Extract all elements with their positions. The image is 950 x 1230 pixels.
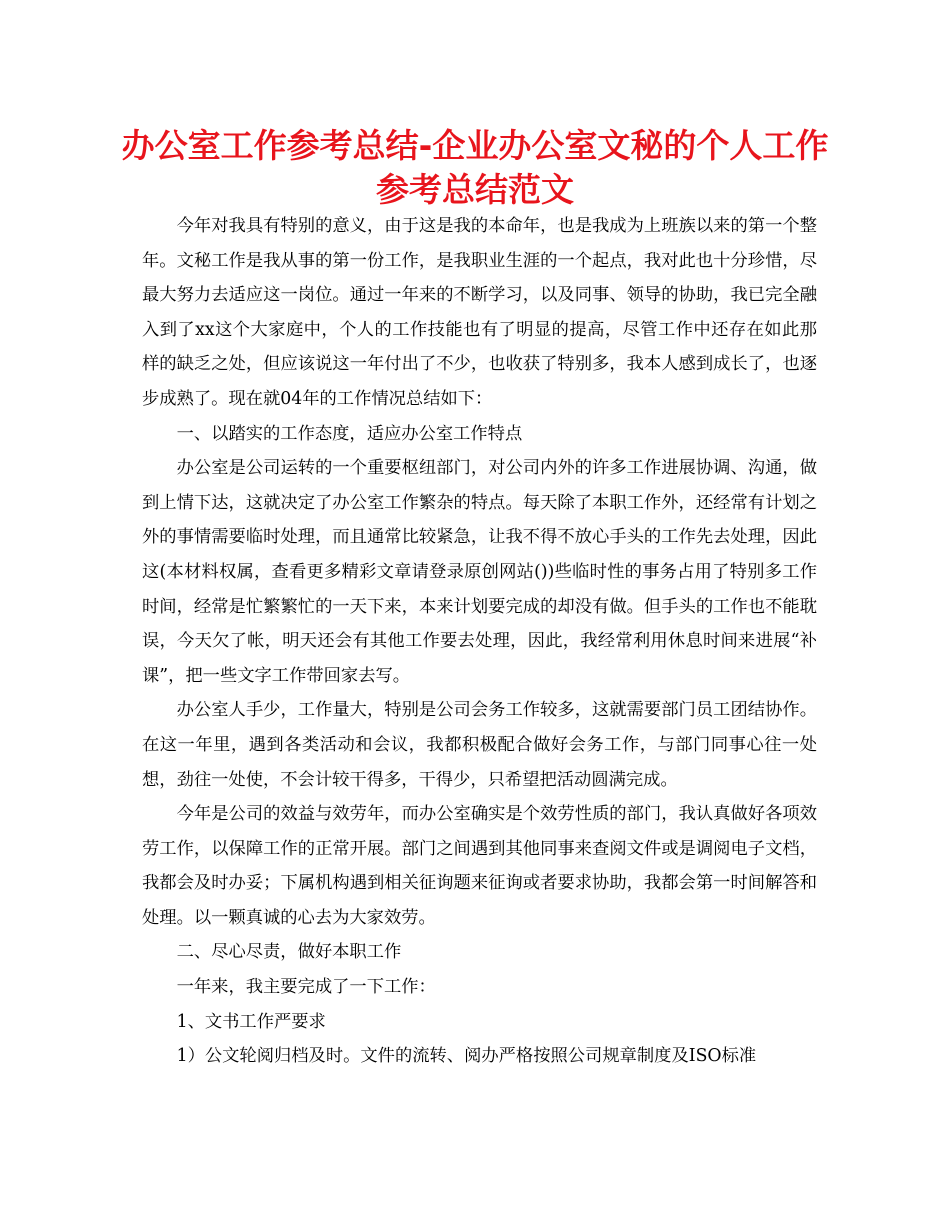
section-heading-2: 二、尽心尽责，做好本职工作 (176, 942, 402, 963)
section-heading-1: 一、以踏实的工作态度，适应办公室工作特点 (176, 423, 523, 444)
body-paragraph: 办公室是公司运转的一个重要枢纽部门，对公司内外的许多工作进展协调、沟通，做到上情下达，这就决定了办公室工作繁杂的特点。每天除了本职工作外，还经常有计划之外的事情需要临时处理，而且通常比较紧急，让我不得不放心手头的工作先去处理，因此这(本材料权属，查看更多精彩文章请登录原创网站())些临时性的事务占用了特别多工作时间，经常是忙繁繁忙的一天下来，本来计划要完成的却没有做。但手头的工作也不能耽误，今天欠了帐，明天还会有其他工作要去处理，因此，我经常利用休息时间来进展“补课”，把一些文字工作带回家去写。 (142, 458, 817, 686)
subsection-heading: 1、文书工作严要求 (176, 1011, 326, 1032)
list-item-paragraph: 1）公文轮阅归档及时。文件的流转、阅办严格按照公司规章制度及ISO标准 (176, 1046, 757, 1067)
document-body (142, 209, 817, 1074)
intro-paragraph: 今年对我具有特别的意义，由于这是我的本命年，也是我成为上班族以来的第一个整年。文秘工作是我从事的第一份工作，是我职业生涯的一个起点，我对此也十分珍惜，尽最大努力去适应这一岗位。通过一年来的不断学习，以及同事、领导的协助，我已完全融入到了xx这个大家庭中，个人的工作技能也有了明显的提高，尽管工作中还存在如此那样的缺乏之处，但应该说这一年付出了不少，也收获了特别多，我本人感到成长了，也逐步成熟了。现在就04年的工作情况总结如下： (142, 216, 817, 409)
body-paragraph: 今年是公司的效益与效劳年，而办公室确实是个效劳性质的部门，我认真做好各项效劳工作，以保障工作的正常开展。部门之间遇到其他同事来查阅文件或是调阅电子文档，我都会及时办妥；下属机构遇到相关征询题来征询或者要求协助，我都会第一时间解答和处理。以一颗真诚的心去为大家效劳。 (142, 804, 817, 928)
body-paragraph: 办公室人手少，工作量大，特别是公司会务工作较多，这就需要部门员工团结协作。在这一年里，遇到各类活动和会议，我都积极配合做好会务工作，与部门同事心往一处想，劲往一处使，不会计较干得多，干得少，只希望把活动圆满完成。 (142, 700, 817, 790)
document-title-line2: 参考总结范文 (376, 170, 574, 209)
body-paragraph: 一年来，我主要完成了一下工作： (176, 977, 436, 998)
document-title-line1: 办公室工作参考总结-企业办公室文秘的个人工作 (121, 126, 829, 165)
